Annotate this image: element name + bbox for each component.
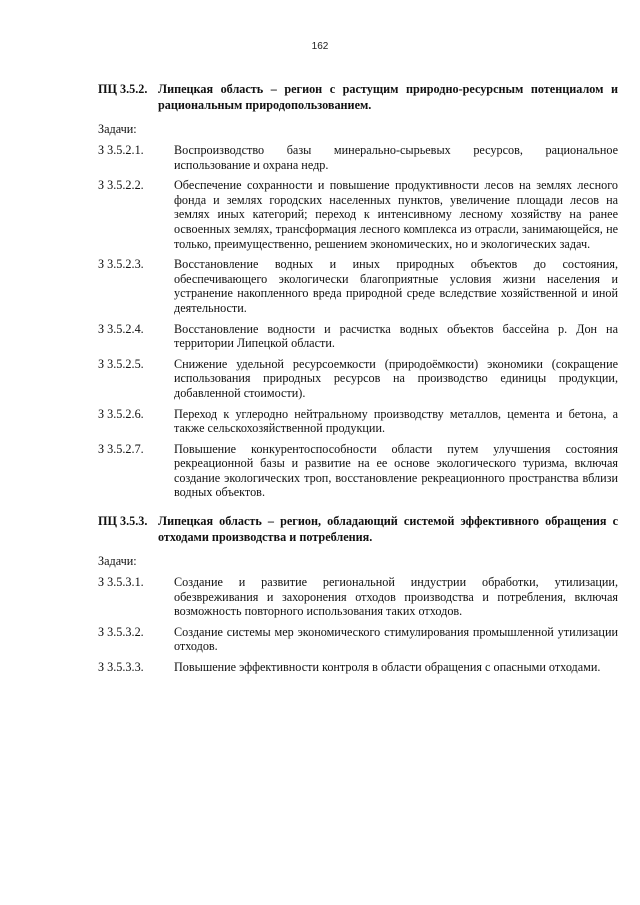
task-text: Снижение удельной ресурсоемкости (природоёмкости) экономики (сокращение использования природных ресурсов на производство единицы продукции, добавленной стоимости). (174, 356, 618, 400)
task-code: З 3.5.2.1. (98, 143, 144, 157)
task-text: Повышение эффективности контроля в области обращения с опасными отходами. (174, 659, 601, 674)
task-item (98, 442, 618, 500)
task-code: З 3.5.2.5. (98, 356, 144, 371)
task-text: Восстановление водности и расчистка водных объектов бассейна р. Дон на территории Липецкой области. (174, 321, 618, 351)
tasks-label: Задачи: (98, 122, 137, 136)
task-item (98, 660, 618, 675)
task-code: З 3.5.2.6. (98, 406, 144, 421)
task-text: Создание системы мер экономического стимулирования промышленной утилизации отходов. (174, 624, 618, 654)
task-item (98, 625, 618, 654)
task-code: З 3.5.3.1. (98, 575, 144, 589)
task-text: Повышение конкурентоспособности области путем улучшения состояния рекреационной базы и развитие на ее основе экологического туризма, включая создание экологических троп, восстановление рекреационного пространства вблизи водных объектов. (174, 441, 618, 500)
task-item (98, 322, 618, 351)
section-title: Липецкая область – регион, обладающий системой эффективного обращения с отходами производства и потребления. (158, 514, 618, 544)
task-code: З 3.5.3.2. (98, 624, 144, 639)
task-item (98, 357, 618, 401)
page-number: 162 (311, 41, 329, 52)
task-text: Восстановление водных и иных природных объектов до состояния, обеспечивающего экологически благоприятные условия жизни населения и устранение накопленного вреда природной среде вследствие хозяйственной и иной деятельности. (174, 257, 618, 315)
tasks-label: Задачи: (98, 554, 137, 568)
section-3-5-3 (98, 514, 618, 675)
task-code: З 3.5.2.2. (98, 178, 144, 193)
task-text: Создание и развитие региональной индустрии обработки, утилизации, обезвреживания и захоронения отходов производства и потребления, включая возможность повторного использования таких отходов. (174, 575, 618, 619)
section-3-5-2 (98, 82, 618, 500)
task-code: З 3.5.3.3. (98, 659, 144, 674)
task-text: Обеспечение сохранности и повышение продуктивности лесов на землях лесного фонда и землях городских населенных пунктов, увеличение площади лесов на землях иных категорий; переход к интенсивному лесному хозяйству на ранее освоенных землях, трансформация лесного комплекса из отрасли, занимающейся, не только, преимущественно, решением экономических, но и экологических задач. (174, 178, 618, 251)
section-code: ПЦ 3.5.2. (98, 82, 148, 96)
task-item (98, 178, 618, 251)
task-text: Переход к углеродно нейтральному производству металлов, цемента и бетона, а также сельскохозяйственной продукции. (174, 406, 618, 436)
task-code: З 3.5.2.3. (98, 257, 144, 272)
task-text: Воспроизводство базы минерально-сырьевых ресурсов, рациональное использование и охрана недр. (174, 143, 618, 172)
task-item (98, 257, 618, 315)
task-item (98, 407, 618, 436)
section-title: Липецкая область – регион с растущим природно-ресурсным потенциалом и рациональным природопользованием. (158, 82, 618, 112)
task-code: З 3.5.2.7. (98, 441, 144, 456)
task-item (98, 575, 618, 619)
section-heading (98, 82, 618, 113)
task-code: З 3.5.2.4. (98, 321, 144, 336)
section-code: ПЦ 3.5.3. (98, 514, 148, 528)
task-item (98, 143, 618, 172)
section-heading (98, 514, 618, 545)
